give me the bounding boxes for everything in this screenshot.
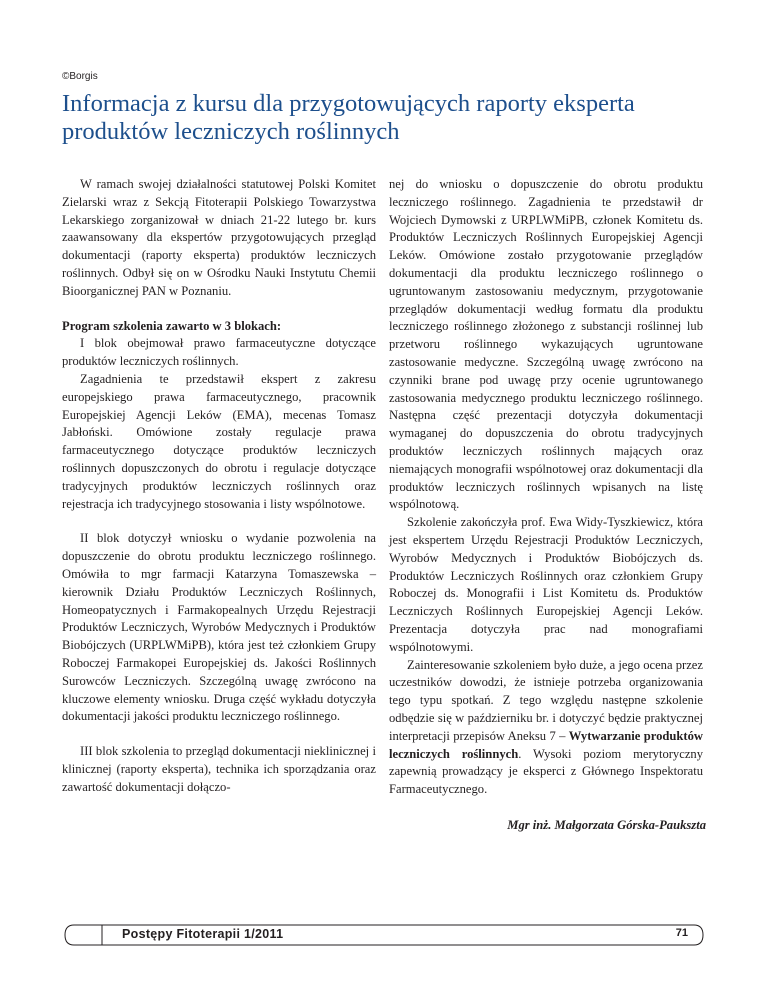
annex-title: Wytwarzanie produktów leczniczych roślinnych [389, 728, 703, 761]
interest-text: Zainteresowanie szkoleniem było duże, a jego ocena przez uczestników dowodzi, że istnieje potrzeba organizowania tego typu spotkań. Z tego względu następne szkolenie odbędzie się w październiku br. i dotyczyć będzie praktycznej interpretacji przepisów Aneksu 7 – [389, 657, 703, 743]
article-title: Informacja z kursu dla przygotowujących raporty eksperta produktów leczniczych roślinnych [62, 90, 635, 145]
left-column [62, 176, 376, 797]
closing-paragraph: Szkolenie zakończyła prof. Ewa Widy-Tyszkiewicz, która jest ekspertem Urzędu Rejestracji Produktów Leczniczych, Wyrobów Medycznych i Produktów Biobójczych ds. Produktów Leczniczych Roślinnych oraz członkiem Grupy Roboczej ds. Monografii i List Komitetu ds. Produktów Leczniczych Roślinnych Europejskiej Agencji Leków. Prezentacja dotyczyła prac nad monografiami wspólnotowymi. [389, 515, 703, 654]
journal-name: Postępy Fitoterapii 1/2011 [118, 927, 287, 941]
block-1-summary: I blok obejmował prawo farmaceutyczne dotyczące produktów leczniczych roślinnych. [62, 336, 376, 369]
program-heading: Program szkolenia zawarto w 3 blokach: [62, 318, 282, 333]
right-column [389, 176, 703, 799]
interest-text-end: . Wysoki poziom merytoryczny zapewnią prowadzący je eksperci z Głównego Inspektoratu Farmaceutycznego. [389, 746, 704, 797]
page-footer [62, 924, 706, 946]
publisher-credit: ©Borgis [62, 71, 98, 82]
block-3-paragraph-start: III blok szkolenia to przegląd dokumentacji nieklinicznej i klinicznej (raporty eksperta), technika ich sporządzania oraz zawartość dokumentacji dołączo- [62, 744, 376, 794]
author-signature: Mgr inż. Małgorzata Górska-Paukszta [507, 818, 706, 832]
intro-paragraph: W ramach swojej działalności statutowej Polski Komitet Zielarski wraz z Sekcją Fitoterapii Polskiego Towarzystwa Lekarskiego zorganizował w dniach 21-22 lutego br. kurs zaawansowany dla ekspertów przygotowujących przegląd dokumentacji (raporty eksperta) produktów leczniczych roślinnych. Odbył się on w Ośrodku Nauki Instytutu Chemii Bioorganicznej PAN w Poznaniu. [62, 177, 376, 298]
interest-paragraph [389, 657, 703, 799]
block-1-details: Zagadnienia te przedstawił ekspert z zakresu europejskiego prawa farmaceutycznego, pracownik Europejskiej Agencji Leków (EMA), mecenas Tomasz Jabłoński. Omówione zostały regulacje prawa farmaceutycznego dotyczące produktów leczniczych roślinnych dopuszczonych do obrotu i regulacje dotyczące tradycyjnych produktów leczniczych roślinnych oraz rejestracja ich tradycyjnego stosowania i listy wspólnotowe. [62, 371, 376, 511]
block-2-paragraph: II blok dotyczył wniosku o wydanie pozwolenia na dopuszczenie do obrotu produktu leczniczego roślinnego. Omówiła to mgr farmacji Katarzyna Tomaszewska – kierownik Działu Produktów Leczniczych Roślinnych, Homeopatycznych i Farmakopealnych Urzędu Rejestracji Produktów Leczniczych, Wyrobów Medycznych i Produktów Biobójczych (URPLWMiPB), która jest też członkiem Grupy Roboczej Farmakopei Europejskiej ds. Jakości Roślinnych Surowców Leczniczych. Szczególną uwagę zwrócono na kluczowe elementy wniosku. Druga część wykładu dotyczyła dokumentacji jakości produktu leczniczego roślinnego. [62, 531, 376, 724]
block-3-paragraph-continued: nej do wniosku o dopuszczenie do obrotu produktu leczniczego roślinnego. Zagadnienia te przedstawił dr Wojciech Dymowski z URPLWMiPB, członek Komitetu ds. Produktów Leczniczych Roślinnych Europejskiej Agencji Leków. Omówione zostało przygotowanie przeglądów dokumentacji dla produktu leczniczego roślinnego o ugruntowanym zastosowaniu medycznym, przygotowanie przeglądów dokumentacji według formatu dla produktu leczniczego roślinnego złożonego z substancji roślinnej lub przetworu roślinnego wykazujących ugruntowane zastosowanie medyczne. Szczególną uwagę zwrócono na czynniki brane pod uwagę przy ocenie ugruntowanego zastosowania medycznego produktu leczniczego roślinnego. Następna część prezentacji dotyczyła dokumentacji wymaganej do dopuszczenia do obrotu tradycyjnych produktów leczniczych roślinnych mających oraz niemających monografii wspólnotowej oraz dokumentacji dla produktów leczniczych roślinnych wpisanych na listę wspólnotową. [389, 177, 703, 512]
page-number: 71 [672, 927, 692, 939]
